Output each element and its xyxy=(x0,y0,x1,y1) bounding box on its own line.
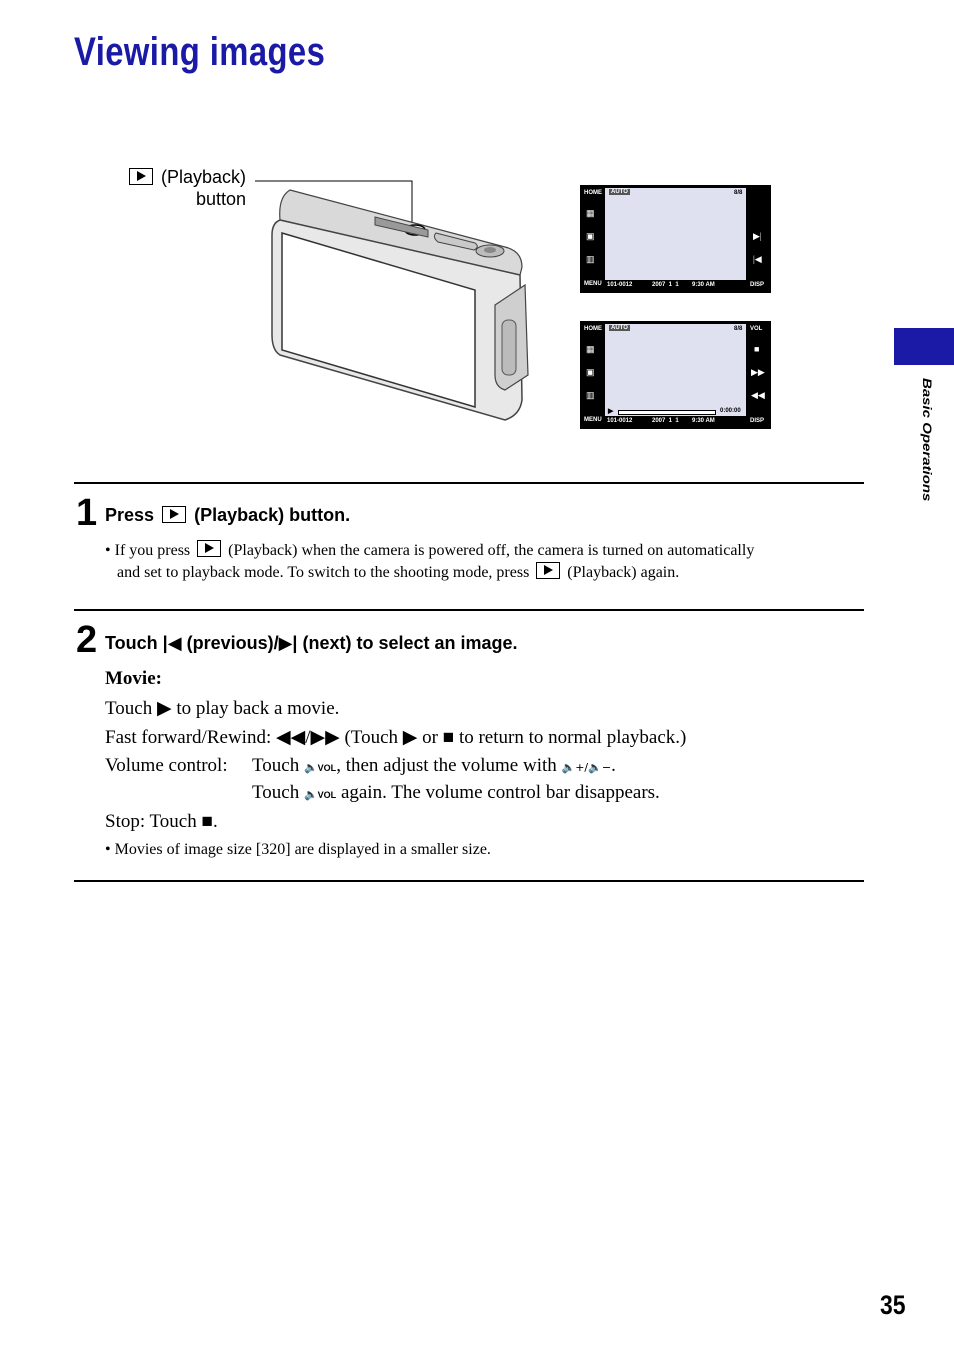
bullet-text: If you press xyxy=(114,542,191,559)
stop-line: Stop: Touch ■. xyxy=(105,811,218,832)
stop-icon: ■ xyxy=(201,811,213,832)
step1-heading-rest: (Playback) button. xyxy=(194,505,351,525)
image-counter: 8/8 xyxy=(734,326,743,332)
text: or xyxy=(422,727,438,748)
volume-icon: 🔈VOL xyxy=(303,788,337,801)
fast-forward-icon: ▶▶ xyxy=(751,367,765,377)
slideshow-icon: ▣ xyxy=(586,367,595,377)
camera-grip-inner xyxy=(502,320,516,375)
volume-label: Volume control: xyxy=(105,755,228,776)
lcd-still-display xyxy=(605,188,746,280)
volume-icon xyxy=(750,326,762,332)
disp-label: DISP xyxy=(750,282,765,288)
volume-up-down-icon: 🔈+/🔈− xyxy=(561,761,612,774)
play-icon: ▶ xyxy=(156,698,172,719)
text: again. The volume control bar disappears. xyxy=(340,782,660,803)
text: Stop: Touch xyxy=(105,811,197,832)
heading-next: (next) to select an image. xyxy=(302,633,518,653)
text: Touch xyxy=(252,755,300,776)
volume-line1: Touch 🔈VOL, then adjust the volume with 🔈+/🔈−. xyxy=(252,755,616,776)
mode-badge: AUTO xyxy=(611,189,628,195)
playback-icon xyxy=(162,506,186,523)
movie-label: Movie: xyxy=(105,668,162,689)
bullet-text: and set to playback mode. To switch to the shooting mode, press xyxy=(117,564,530,581)
power-button xyxy=(484,247,496,253)
date-display: 2007 1 1 xyxy=(652,418,679,424)
page-number: 35 xyxy=(880,1290,906,1320)
movie-progress-bar xyxy=(618,410,716,415)
step1-heading-press: Press xyxy=(105,505,155,525)
step2-number: 2 xyxy=(76,619,98,661)
bullet-text: (Playback) when the camera is powered off, the camera is turned on automatically xyxy=(228,542,755,559)
stop-icon: ■ xyxy=(442,727,455,748)
camera-illustration xyxy=(250,175,540,430)
movie-note: • Movies of image size [320] are displayed in a smaller size. xyxy=(105,841,491,858)
mode-badge: AUTO xyxy=(611,325,628,331)
text: , then adjust the volume with xyxy=(336,755,557,776)
play-indicator-icon: ▶ xyxy=(608,408,614,415)
lcd-movie-display xyxy=(605,324,746,416)
text: Touch xyxy=(105,698,153,719)
bottom-rule xyxy=(74,880,864,882)
date-display: 2007 1 1 xyxy=(652,282,679,288)
delete-icon: ▥ xyxy=(586,390,595,400)
step2-heading xyxy=(105,633,518,654)
step2-rule xyxy=(74,609,864,611)
vol-label: VOL xyxy=(750,326,763,332)
text: Touch xyxy=(252,782,300,803)
lcd-movie-screen xyxy=(580,321,771,429)
time-display: 9:30 AM xyxy=(692,282,715,288)
text: to return to normal playback.) xyxy=(458,727,687,748)
image-counter: 8/8 xyxy=(734,190,743,196)
menu-label: MENU xyxy=(584,281,602,287)
time-display: 9:30 AM xyxy=(692,418,715,424)
previous-icon: |◀ xyxy=(162,633,182,653)
home-label: HOME xyxy=(584,326,602,332)
lcd-still-screen xyxy=(580,185,771,293)
touch-play-line xyxy=(105,697,339,720)
rewind-icon: ◀◀ xyxy=(751,390,765,400)
playback-icon xyxy=(129,168,153,185)
next-icon: ▶| xyxy=(278,633,298,653)
step1-number: 1 xyxy=(76,492,98,534)
volume-icon: 🔈VOL xyxy=(303,761,337,774)
text: (Touch xyxy=(344,727,399,748)
heading-previous: (previous)/ xyxy=(186,633,279,653)
bullet-text: (Playback) again. xyxy=(567,564,680,581)
section-tab-marker xyxy=(894,328,954,365)
file-number: 101-0012 xyxy=(607,418,633,424)
section-label: Basic Operations xyxy=(919,378,934,502)
page-title: Viewing images xyxy=(74,30,326,74)
playback-icon xyxy=(536,562,560,579)
elapsed-time: 0:00:00 xyxy=(720,408,741,414)
play-icon: ▶ xyxy=(402,727,418,748)
text: Fast forward/Rewind: xyxy=(105,727,272,748)
heading-touch: Touch xyxy=(105,633,158,653)
step1-bullet: • If you press (Playback) when the camera is powered off, the camera is turned on automatically and set to playback mode. To switch to the shooting mode, press (Playback) again. xyxy=(105,542,755,581)
playback-callout xyxy=(118,166,246,210)
stop-icon: ■ xyxy=(754,344,760,354)
callout-line2: button xyxy=(195,189,246,209)
slideshow-icon: ▣ xyxy=(586,231,595,241)
previous-icon: |◀ xyxy=(753,254,762,264)
step1-rule xyxy=(74,482,864,484)
file-number: 101-0012 xyxy=(607,282,633,288)
text: to play back a movie. xyxy=(176,698,340,719)
index-icon: ▦ xyxy=(586,208,595,218)
index-icon: ▦ xyxy=(586,344,595,354)
callout-line1: (Playback) xyxy=(160,167,246,187)
next-icon: ▶| xyxy=(753,231,762,241)
disp-label: DISP xyxy=(750,418,765,424)
rewind-fastforward-icon: ◀◀/▶▶ xyxy=(275,727,340,748)
volume-line2 xyxy=(252,782,660,804)
delete-icon: ▥ xyxy=(586,254,595,264)
home-label: HOME xyxy=(584,190,602,196)
step1-heading xyxy=(105,505,350,526)
fast-forward-line xyxy=(105,726,686,749)
playback-icon xyxy=(197,540,221,557)
menu-label: MENU xyxy=(584,417,602,423)
note-text: Movies of image size [320] are displayed in a smaller size. xyxy=(114,841,491,858)
